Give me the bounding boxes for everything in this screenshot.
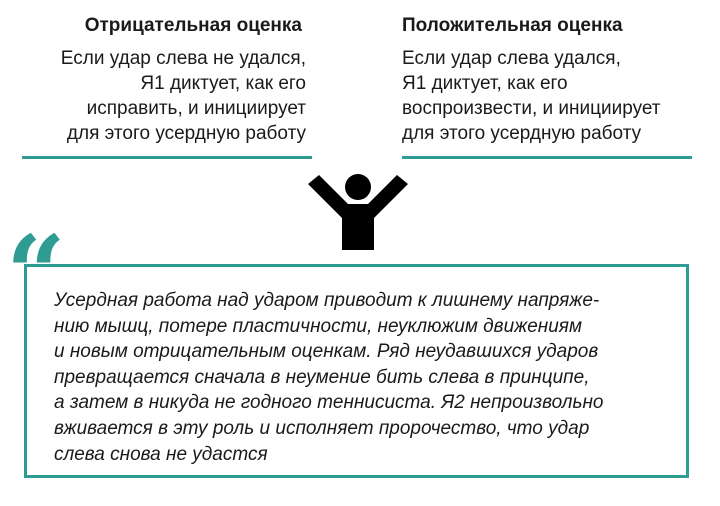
positive-divider bbox=[402, 156, 692, 159]
negative-assessment-text: Если удар слева не удался, Я1 диктует, как его исправить, и инициирует для этого усердную работу bbox=[60, 48, 306, 144]
negative-divider bbox=[22, 156, 312, 159]
negative-assessment-title: Отрицательная оценка bbox=[84, 15, 302, 36]
positive-assessment-column bbox=[402, 14, 692, 159]
person-raised-arms-icon bbox=[302, 172, 414, 250]
negative-assessment-column bbox=[22, 14, 312, 159]
quote-mark-icon: “ bbox=[6, 212, 66, 335]
positive-assessment-title: Положительная оценка bbox=[402, 15, 623, 36]
quote-text: Усердная работа над ударом приводит к лишнему напряже- нию мышц, потере пластичности, неуклюжим движениям и новым отрицательным оценкам. Ряд неудавшихся ударов превращается сначала в неумение бить слева в принципе, а затем в никуда не годного теннисиста. Я2 непроизвольно вживается в эту роль и исполняет пророчество, что удар слева снова не удастся bbox=[54, 290, 604, 465]
positive-assessment-text: Если удар слева удался, Я1 диктует, как его воспроизвести, и инициирует для этого усердную работу bbox=[402, 48, 661, 144]
